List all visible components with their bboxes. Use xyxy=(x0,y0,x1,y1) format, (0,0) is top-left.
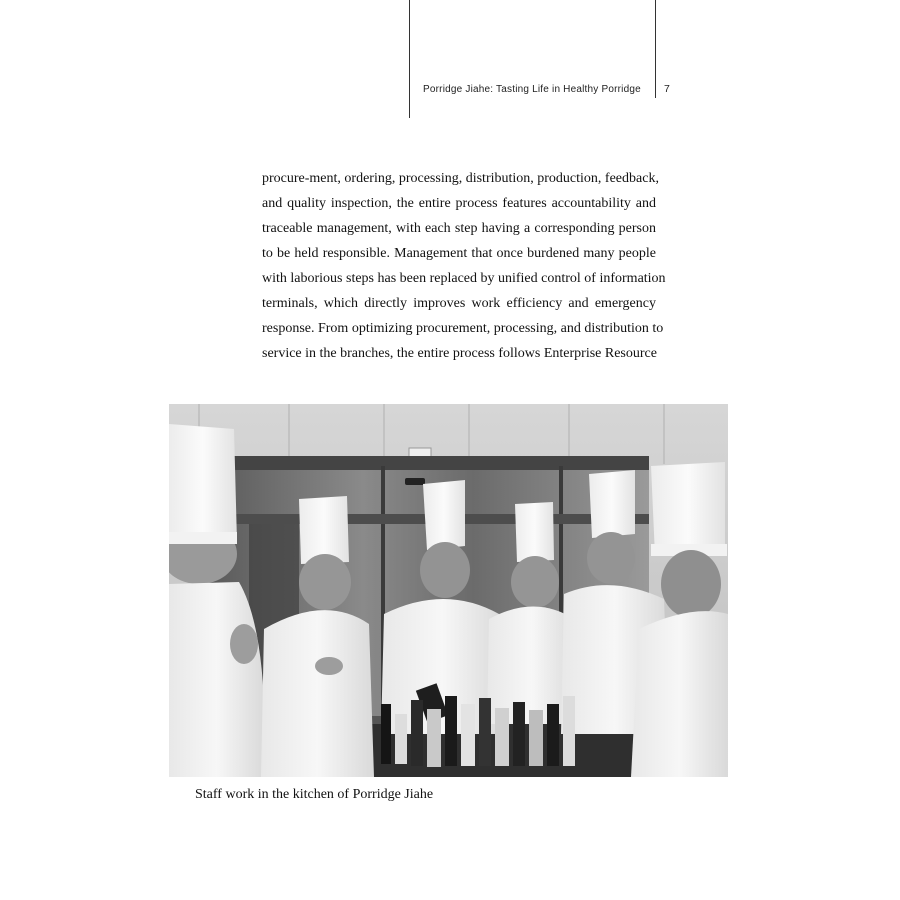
body-line: procure-ment, ordering, processing, distribution, production, feedback, xyxy=(262,171,659,186)
body-line: to be held responsible. Management that once burdened many people xyxy=(262,246,656,261)
body-line: and quality inspection, the entire process features accountability and xyxy=(262,196,656,211)
page-number: 7 xyxy=(664,83,670,95)
header-divider-right xyxy=(655,0,656,98)
header-divider-left xyxy=(409,0,410,118)
kitchen-staff-photo xyxy=(169,404,728,777)
running-head: Porridge Jiahe: Tasting Life in Healthy Porridge xyxy=(423,84,641,95)
body-line: terminals, which directly improves work efficiency and emergency xyxy=(262,296,656,311)
body-line: response. From optimizing procurement, processing, and distribution to xyxy=(262,321,664,336)
figure-caption: Staff work in the kitchen of Porridge Jiahe xyxy=(195,787,434,802)
body-line: traceable management, with each step having a corresponding person xyxy=(262,221,656,236)
body-line: service in the branches, the entire process follows Enterprise Resource xyxy=(262,346,657,361)
body-paragraph xyxy=(262,166,666,366)
body-line: with laborious steps has been replaced by unified control of information xyxy=(262,271,666,286)
